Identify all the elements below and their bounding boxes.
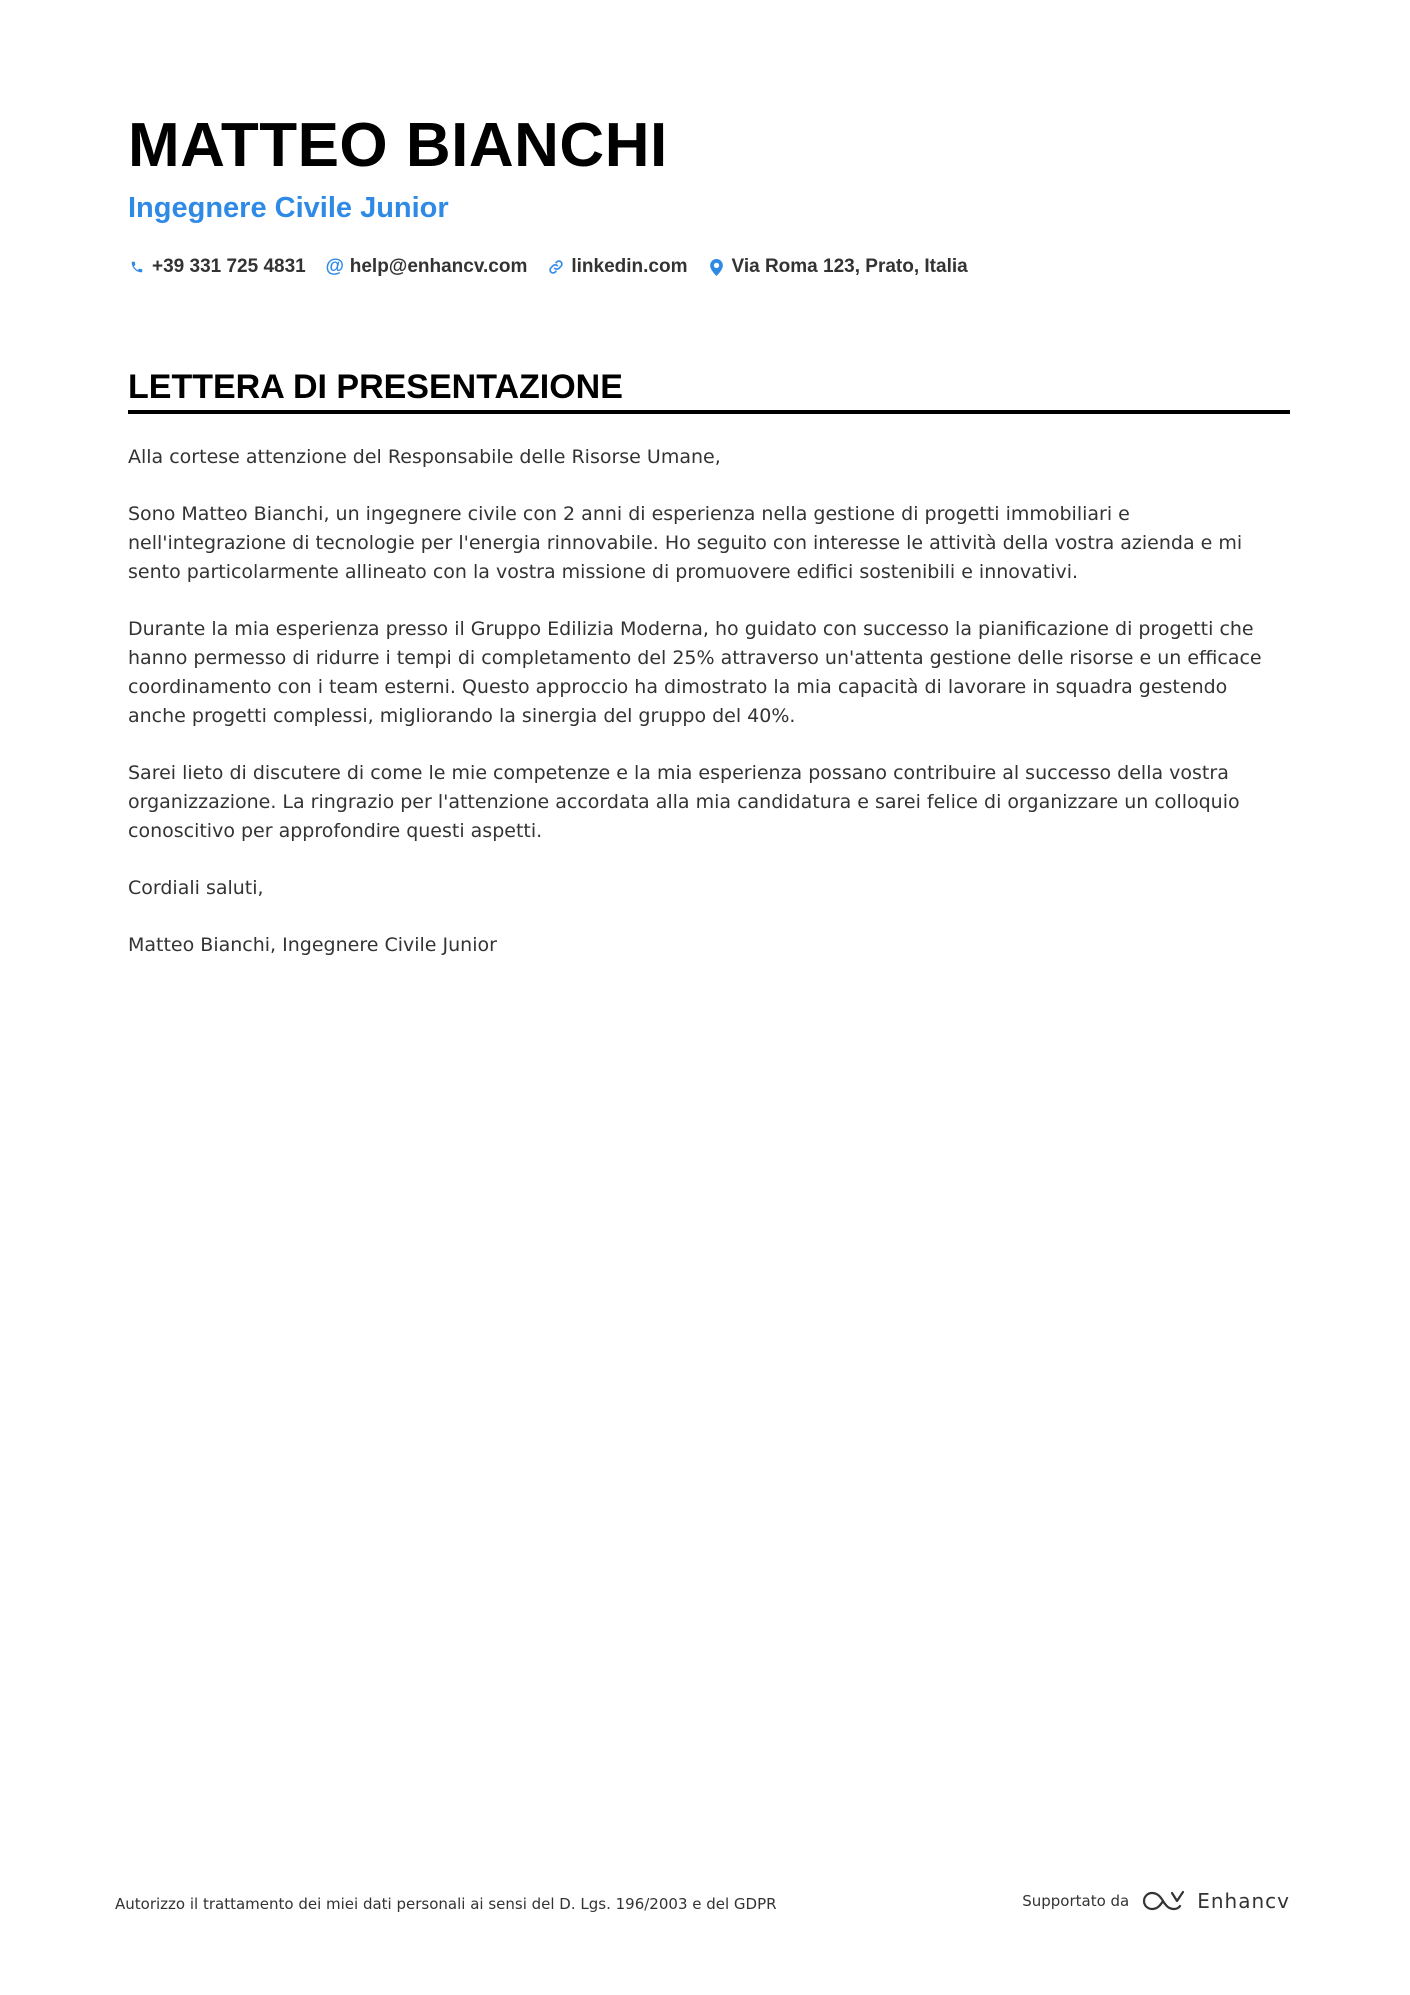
section-title: LETTERA DI PRESENTAZIONE (128, 366, 1290, 414)
letter-signature: Matteo Bianchi, Ingegnere Civile Junior (128, 934, 497, 956)
candidate-name: MATTEO BIANCHI (128, 111, 668, 180)
at-icon: @ (325, 256, 345, 277)
letter-body (128, 443, 1290, 988)
email-address: help@enhancv.com (349, 256, 528, 277)
contact-email[interactable] (326, 256, 528, 278)
contact-bar (128, 253, 988, 281)
contact-website[interactable] (547, 256, 687, 278)
address-text: Via Roma 123, Prato, Italia (731, 256, 968, 277)
map-pin-icon (708, 257, 726, 277)
privacy-note: Autorizzo il trattamento dei miei dati personali ai sensi del D. Lgs. 196/2003 e del GDPR (115, 1895, 777, 1913)
enhancv-brand-name: Enhancv (1197, 1889, 1290, 1913)
letter-paragraph-3: Sarei lieto di discutere di come le mie competenze e la mia esperienza possano contribuire al successo della vostra organizzazione. La ringrazio per l'attenzione accordata alla mia candidatura e sarei felice di organizzare un colloquio conoscitivo per approfondire questi aspetti. (128, 762, 1240, 842)
contact-address (708, 256, 968, 278)
letter-paragraph-1: Sono Matteo Bianchi, un ingegnere civile con 2 anni di esperienza nella gestione di progetti immobiliari e nell'integrazione di tecnologie per l'energia rinnovabile. Ho seguito con interesse le attività della vostra azienda e mi sento particolarmente allineato con la vostra missione di promuovere edifici sostenibili e innovativi. (128, 503, 1243, 583)
enhancv-logo-icon (1141, 1889, 1187, 1913)
letter-paragraph-2: Durante la mia esperienza presso il Gruppo Edilizia Moderna, ho guidato con successo la pianificazione di progetti che hanno permesso di ridurre i tempi di completamento del 25% attraverso un'attenta gestione delle risorse e un efficace coordinamento con i team esterni. Questo approccio ha dimostrato la mia capacità di lavorare in squadra gestendo anche progetti complessi, migliorando la sinergia del gruppo del 40%. (128, 618, 1262, 727)
letter-closing: Cordiali saluti, (128, 877, 264, 899)
job-title: Ingegnere Civile Junior (128, 192, 449, 224)
phone-number: +39 331 725 4831 (152, 256, 306, 277)
powered-by[interactable] (1022, 1889, 1290, 1913)
letter-salutation: Alla cortese attenzione del Responsabile delle Risorse Umane, (128, 446, 721, 468)
phone-icon (128, 257, 146, 277)
powered-by-label: Supportato da (1022, 1892, 1130, 1910)
contact-phone[interactable] (128, 256, 306, 278)
link-icon (547, 257, 565, 277)
website-link: linkedin.com (571, 256, 688, 277)
